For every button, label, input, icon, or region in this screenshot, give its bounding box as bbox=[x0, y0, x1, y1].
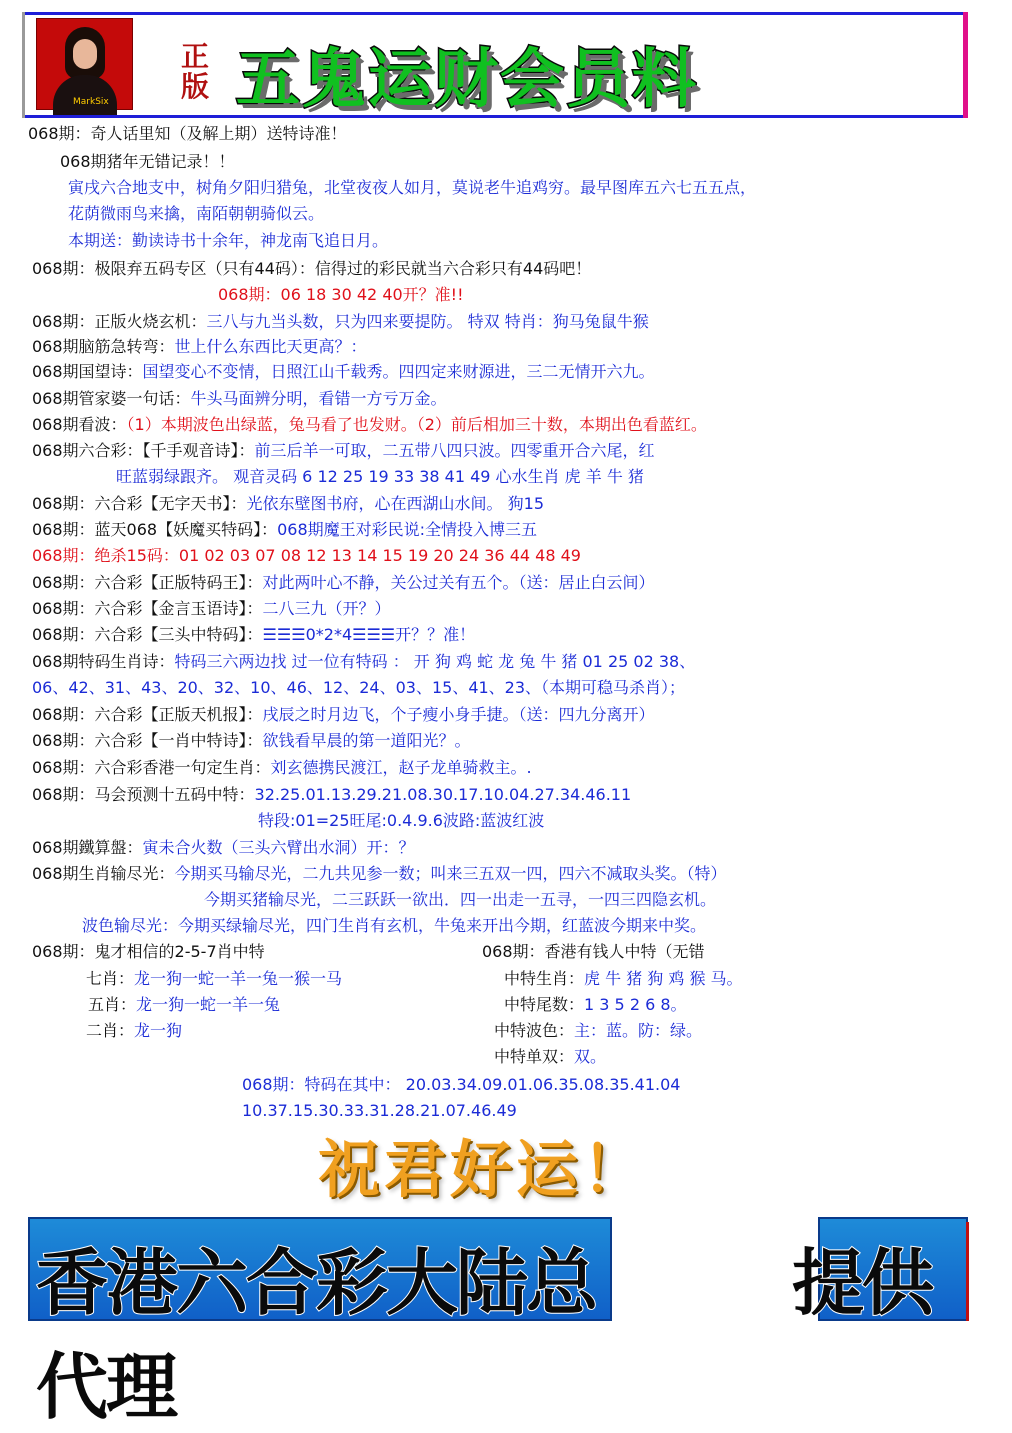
line-zodiac-poem-cont: 06、42、31、43、20、32、10、46、12、24、03、15、41、23、（本期可稳马杀肖）； bbox=[32, 678, 686, 697]
banner-right bbox=[792, 1217, 968, 1325]
line-1: 068期：奇人话里知（及解上期）送特诗准！ bbox=[28, 124, 347, 143]
line-2: 068期猪年无错记录！！ bbox=[60, 152, 235, 171]
left-box-row-2: 五肖：龙一狗一蛇一羊一兔 bbox=[88, 995, 281, 1014]
header-top-rule bbox=[22, 12, 967, 15]
line-santou: 068期：六合彩【三头中特码】：☰☰☰0*2*4☰☰☰开？？准！ bbox=[32, 625, 476, 644]
left-box-row-3: 二肖：龙一狗 bbox=[86, 1021, 183, 1040]
line-hk-sentence: 068期：六合彩香港一句定生肖：刘玄德携民渡江，赵子龙单骑救主。. bbox=[32, 758, 532, 777]
left-box-title: 068期：鬼才相信的2-5-7肖中特 bbox=[32, 942, 265, 961]
left-box-row-1: 七肖：龙一狗一蛇一羊一兔一猴一马 bbox=[86, 969, 343, 988]
right-box-row-1: 中特生肖：虎 牛 猪 狗 鸡 猴 马。 bbox=[504, 969, 743, 988]
poem-line-1: 寅戌六合地支中，树角夕阳归猎兔，北堂夜夜人如月，莫说老牛追鸡穷。最早图库五六七五五点， bbox=[68, 178, 757, 197]
line-jinyan: 068期：六合彩【金言玉语诗】：二八三九（开？） bbox=[32, 599, 391, 618]
blessing-text: 祝君好运！ bbox=[318, 1133, 649, 1206]
special-row-1: 068期：特码在其中： 20.03.34.09.01.06.35.08.35.41.04 bbox=[242, 1075, 681, 1094]
line-yixiao: 068期：六合彩【一肖中特诗】：欲钱看早晨的第一道阳光？。 bbox=[32, 731, 471, 750]
banner-left bbox=[28, 1217, 612, 1429]
line-kill15: 068期：绝杀15码：01 02 03 07 08 12 13 14 15 19 20 24 36 44 48 49 bbox=[32, 546, 581, 565]
right-box-row-2: 中特尾数：1 3 5 2 6 8。 bbox=[504, 995, 687, 1014]
line-special-segment: 特段:01=25旺尾:0.4.9.6波路:蓝波红波 bbox=[258, 811, 545, 830]
right-box-row-3: 中特波色：主：蓝。防：绿。 bbox=[494, 1021, 703, 1040]
line-lose-all: 068期生肖输尽光：今期买马输尽光，二九共见参一数；叫来三五双一四，四六不减取头奖。（特） bbox=[32, 864, 727, 883]
poem-line-2: 花荫微雨鸟来擒，南陌朝朝骑似云。 bbox=[68, 204, 325, 223]
header-left-rule bbox=[22, 12, 25, 118]
portrait-tag: MarkSix bbox=[73, 97, 109, 107]
right-box-row-4: 中特单双：双。 bbox=[494, 1047, 607, 1066]
line-guanyin-cont: 旺蓝弱绿跟齐。 观音灵码 6 12 25 19 33 38 41 49 心水生肖 虎 羊 牛 猪 bbox=[116, 467, 644, 486]
line-numbers-red: 068期：06 18 30 42 40开？准!! bbox=[218, 285, 464, 304]
line-jockey-15: 068期：马会预测十五码中特：32.25.01.13.29.21.08.30.17.10.04.27.34.46.11 bbox=[32, 785, 632, 804]
right-box-title: 068期：香港有钱人中特（无错 bbox=[482, 942, 705, 961]
header-right-rule bbox=[963, 12, 968, 118]
poem-line-3: 本期送：勤读诗书十余年，神龙南飞追日月。 bbox=[68, 231, 389, 250]
line-tianji: 068期：六合彩【正版天机报】：戌辰之时月边飞，个子瘦小身手捷。（送：四九分离开） bbox=[32, 705, 655, 724]
right-edge-rule bbox=[966, 1222, 969, 1321]
line-wave: 068期看波：（1）本期波色出绿蓝，兔马看了也发财。（2）前后相加三十数，本期出色看蓝红。 bbox=[32, 415, 707, 434]
line-44-codes: 068期：极限弃五码专区（只有44码）：信得过的彩民就当六合彩只有44码吧！ bbox=[32, 259, 592, 278]
authentic-badge: 正版 bbox=[180, 40, 209, 103]
line-tianshu: 068期：六合彩【无字天书】：光依东壁图书府，心在西湖山水间。 狗15 bbox=[32, 494, 544, 513]
line-guanyin: 068期六合彩：【千手观音诗】：前三后羊一可取，二五带八四只波。四零重开合六尾，红 bbox=[32, 441, 655, 460]
portrait-image bbox=[36, 18, 133, 110]
line-lose-all-cont: 今期买猪输尽光，二三跃跃一欲出．四一出走一五寻，一四三四隐玄机。 bbox=[204, 890, 717, 909]
special-row-2: 10.37.15.30.33.31.28.21.07.46.49 bbox=[242, 1101, 517, 1120]
line-fire: 068期：正版火烧玄机：三八与九当头数，只为四来要提防。 特双 特肖：狗马兔鼠牛猴 bbox=[32, 312, 649, 331]
line-abacus: 068期鐵算盤：寅未合火数（三头六臂出水洞）开：？ bbox=[32, 838, 415, 857]
line-housekeeper: 068期管家婆一句话：牛头马面辨分明，看错一方亏万金。 bbox=[32, 389, 447, 408]
line-guowang: 068期国望诗：国望变心不变情，日照江山千载秀。四四定来财源进，三二无情开六九。 bbox=[32, 362, 655, 381]
line-demon: 068期：蓝天068【妖魔买特码】：068期魔王对彩民说:全情投入博三五 bbox=[32, 520, 538, 539]
line-tema-king: 068期：六合彩【正版特码王】：对此两叶心不静，关公过关有五个。（送：居止白云间） bbox=[32, 573, 655, 592]
banner-left-text: 香港六合彩大陆总代理 bbox=[36, 1240, 597, 1429]
page-title: 五鬼运财会员料 bbox=[236, 43, 698, 117]
banner-right-text: 提供 bbox=[792, 1240, 933, 1325]
line-wave-lose: 波色输尽光：今期买绿输尽光，四门生肖有玄机，牛兔来开出今期，红蓝波今期来中奖。 bbox=[82, 916, 707, 935]
line-brain: 068期脑筋急转弯：世上什么东西比天更高？： bbox=[32, 337, 367, 356]
line-zodiac-poem: 068期特码生肖诗：特码三六两边找 过一位有特码 ： 开 狗 鸡 蛇 龙 兔 牛 猪 01 25 02 38、 bbox=[32, 652, 696, 671]
